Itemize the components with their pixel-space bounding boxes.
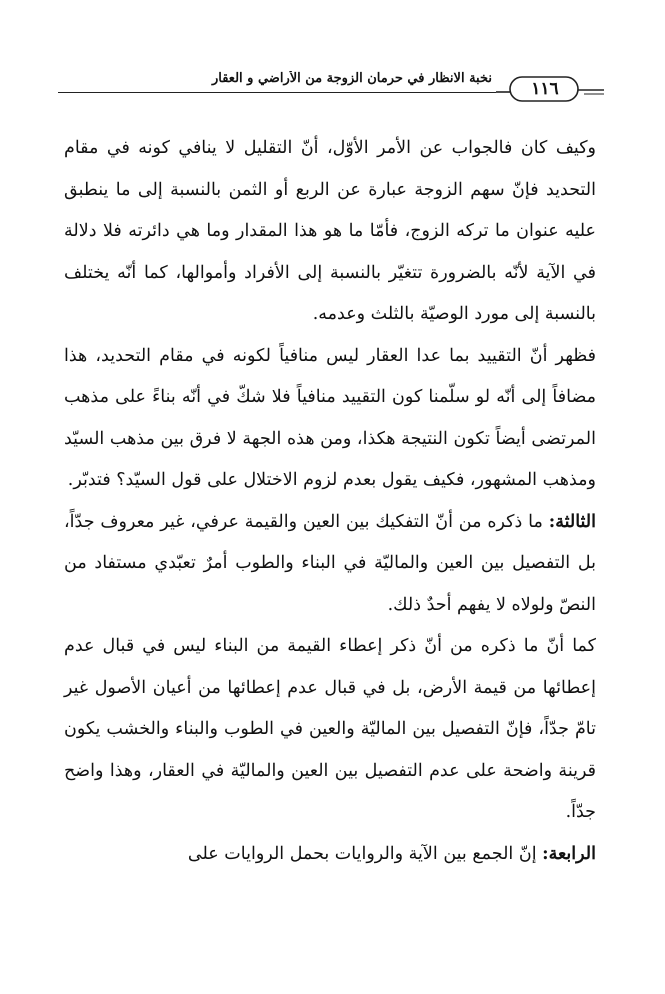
paragraph	[64, 128, 596, 336]
header-rule	[58, 92, 496, 93]
paragraph-lead: الثالثة:	[548, 511, 596, 532]
paragraph-text: فظهر أنّ التقييد بما عدا العقار ليس منافياً لكونه في مقام التحديد، هذا مضافاً إلى أنّه لو سلّمنا كون التقييد منافياً فلا شكّ في أنّه بناءً على مذهب المرتضى أيضاً تكون النتيجة هكذا، ومن هذه الجهة لا فرق بين مذهب السيّد ومذهب المشهور، فكيف يقول بعدم لزوم الاختلال على قول السيّد؟ فتدبّر.	[64, 345, 596, 490]
page-number: ١١٦	[531, 79, 559, 99]
paragraph-text: ما ذكره من أنّ التفكيك بين العين والقيمة عرفي، غير معروف جدّاً، بل التفصيل بين العين والماليّة في البناء والطوب أمرٌ تعبّدي مستفاد من النصّ ولولاه لا يفهم أحدٌ ذلك.	[64, 511, 596, 615]
running-header	[58, 62, 604, 110]
paragraph	[64, 834, 596, 876]
page-number-ornament	[496, 74, 604, 104]
paragraph	[64, 502, 596, 627]
paragraph-lead: الرابعة:	[542, 843, 596, 864]
paragraph-text: إنّ الجمع بين الآية والروايات بحمل الروايات على	[187, 843, 543, 864]
page-body	[64, 128, 596, 875]
running-title: نخبة الانظار في حرمان الزوجة من الأراضي و العقار	[211, 71, 492, 86]
paragraph-text: وكيف كان فالجواب عن الأمر الأوّل، أنّ التقليل لا ينافي كونه في مقام التحديد فإنّ سهم الزوجة عبارة عن الربع أو الثمن بالنسبة إلى ما ينطبق عليه عنوان ما تركه الزوج، فأمّا ما هو هذا المقدار وما هي دائرته فلا دلالة في الآية لأنّه بالضرورة تتغيّر بالنسبة إلى الأفراد وأموالها، كما أنّه يختلف بالنسبة إلى مورد الوصيّة بالثلث وعدمه.	[64, 138, 596, 324]
paragraph	[64, 626, 596, 834]
paragraph	[64, 336, 596, 502]
paragraph-text: كما أنّ ما ذكره من أنّ ذكر إعطاء القيمة من البناء ليس في قبال عدم إعطائها من قيمة الأرض، بل في قبال عدم إعطائها من أعيان الأصول غير تامّ جدّاً، فإنّ التفصيل بين الماليّة والعين في الطوب والبناء والخشب يكون قرينة واضحة على عدم التفصيل بين العين والماليّة في العقار، وهذا واضح جدّاً.	[64, 636, 596, 822]
